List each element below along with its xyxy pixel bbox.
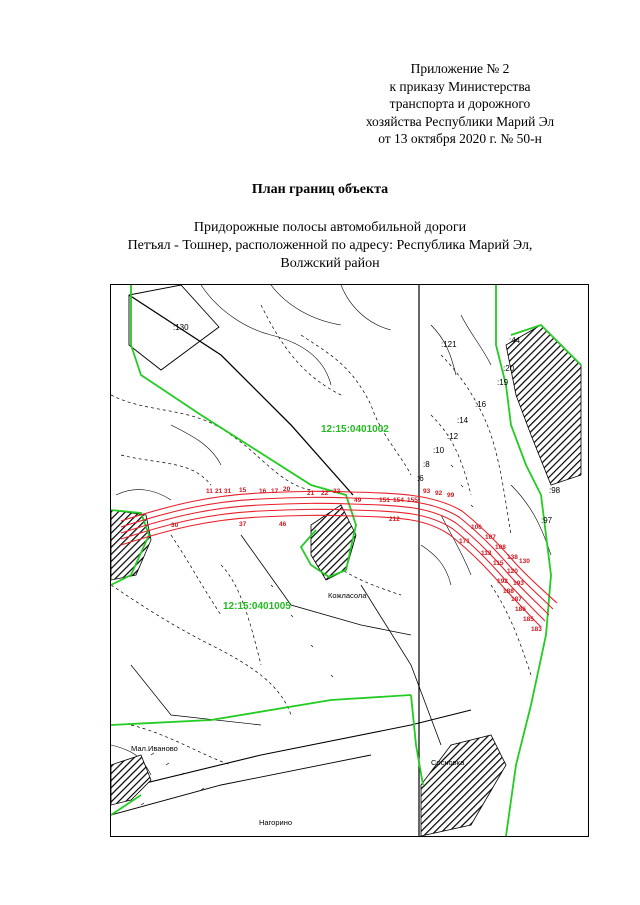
boundary-point-label: 107	[485, 534, 496, 541]
map-canvas[interactable]	[111, 285, 588, 836]
settlement-label: Сосновка	[431, 758, 465, 767]
parcel-label: :12	[447, 432, 459, 441]
boundary-point-label: 187	[511, 596, 522, 603]
boundary-point-label: 11	[206, 488, 213, 495]
boundary-point-label: 171	[459, 538, 470, 545]
track	[131, 665, 261, 725]
boundary-point-label: 30	[171, 522, 179, 529]
boundary-point-label: 17	[271, 488, 279, 495]
boundary-point-label: 49	[354, 497, 362, 504]
boundary-point-label: 186	[515, 606, 526, 613]
boundary-point-label: 212	[389, 516, 400, 523]
appendix-line: хозяйства Республики Марий Эл	[365, 113, 555, 129]
settlement-label: Мал.Иваново	[131, 744, 178, 753]
settlement-block	[421, 735, 506, 836]
subtitle-line: Придорожные полосы автомобильной дороги	[193, 220, 467, 235]
boundary-point-label: 92	[435, 490, 443, 497]
boundary-point-label: 193	[513, 580, 524, 587]
boundary-point-label: 192	[497, 578, 508, 585]
cadastral-block-label: 12:15:0401002	[321, 424, 389, 435]
boundary-point-label: 21	[215, 488, 223, 495]
southern-road	[111, 755, 371, 815]
settlement-labels	[131, 591, 465, 827]
boundary-point-label: 115	[493, 560, 504, 567]
boundary-point-label: 21	[307, 490, 315, 497]
subtitle-line: Петъял - Тошнер, расположенной по адресу: Республика Марий Эл,	[127, 238, 533, 253]
appendix-block	[340, 60, 580, 148]
boundary-point-label: 155	[407, 497, 418, 504]
plan-subtitle	[100, 219, 560, 273]
boundary-point-label: 188	[503, 588, 514, 595]
boundary-point-label: 138	[507, 554, 518, 561]
boundary-point-label: 46	[279, 521, 287, 528]
appendix-line: транспорта и дорожного	[389, 96, 531, 111]
boundary-point-label: 106	[471, 524, 482, 531]
boundary-point-label: 183	[531, 626, 542, 633]
parcel-label: :130	[173, 323, 189, 332]
settlement-block	[111, 755, 151, 805]
boundary-point-label: 151	[379, 497, 390, 504]
cadastral-boundary-line	[411, 695, 423, 785]
appendix-line: Приложение № 2	[410, 61, 510, 76]
settlement-label: Нагорино	[259, 818, 293, 827]
settlement-block	[506, 325, 581, 485]
appendix-line: от 13 октября 2020 г. № 50-н	[378, 131, 542, 146]
boundary-point-label: 22	[321, 490, 329, 497]
parcel-label: :97	[541, 516, 553, 525]
boundary-point-label: 23	[333, 488, 341, 495]
subtitle-line: Волжский район	[280, 256, 380, 271]
parcel-label: :14	[457, 416, 469, 425]
boundary-point-label: 93	[423, 488, 431, 495]
appendix-line: к приказу Министерства	[389, 78, 531, 94]
diagonal-road	[129, 295, 353, 495]
parcel-label: :6	[417, 474, 424, 483]
parcel-label: :8	[423, 460, 430, 469]
cadastral-boundary-line	[111, 695, 411, 725]
boundary-point-label: 120	[507, 568, 518, 575]
boundary-point-label: 20	[283, 486, 291, 493]
parcel-label: :16	[475, 400, 487, 409]
parcel-label: :121	[441, 340, 457, 349]
parcel-label: :98	[549, 486, 561, 495]
plan-title: План границ объекта	[251, 182, 389, 197]
settlement-label: Кожласола	[328, 591, 367, 600]
cadastral-boundary-line	[506, 495, 551, 836]
boundary-point-label: 185	[523, 616, 534, 623]
boundary-point-label: 37	[239, 521, 247, 528]
boundary-point-label: 130	[519, 558, 530, 565]
parcel-label: :44	[509, 336, 521, 345]
cadastral-block-label: 12:15:0401005	[223, 601, 291, 612]
parcel-label: :20	[503, 364, 515, 373]
boundary-point-label: 154	[393, 497, 404, 504]
boundary-point-label: 31	[224, 488, 232, 495]
boundary-point-label: 16	[259, 488, 267, 495]
boundary-point-label: 108	[495, 544, 506, 551]
map-frame[interactable]	[110, 284, 589, 837]
parcel-label: :10	[433, 446, 445, 455]
boundary-point-label: 99	[447, 492, 455, 499]
boundary-point-label: 113	[481, 550, 492, 557]
parcel-label: :19	[497, 378, 509, 387]
boundary-point-label: 15	[239, 487, 247, 494]
